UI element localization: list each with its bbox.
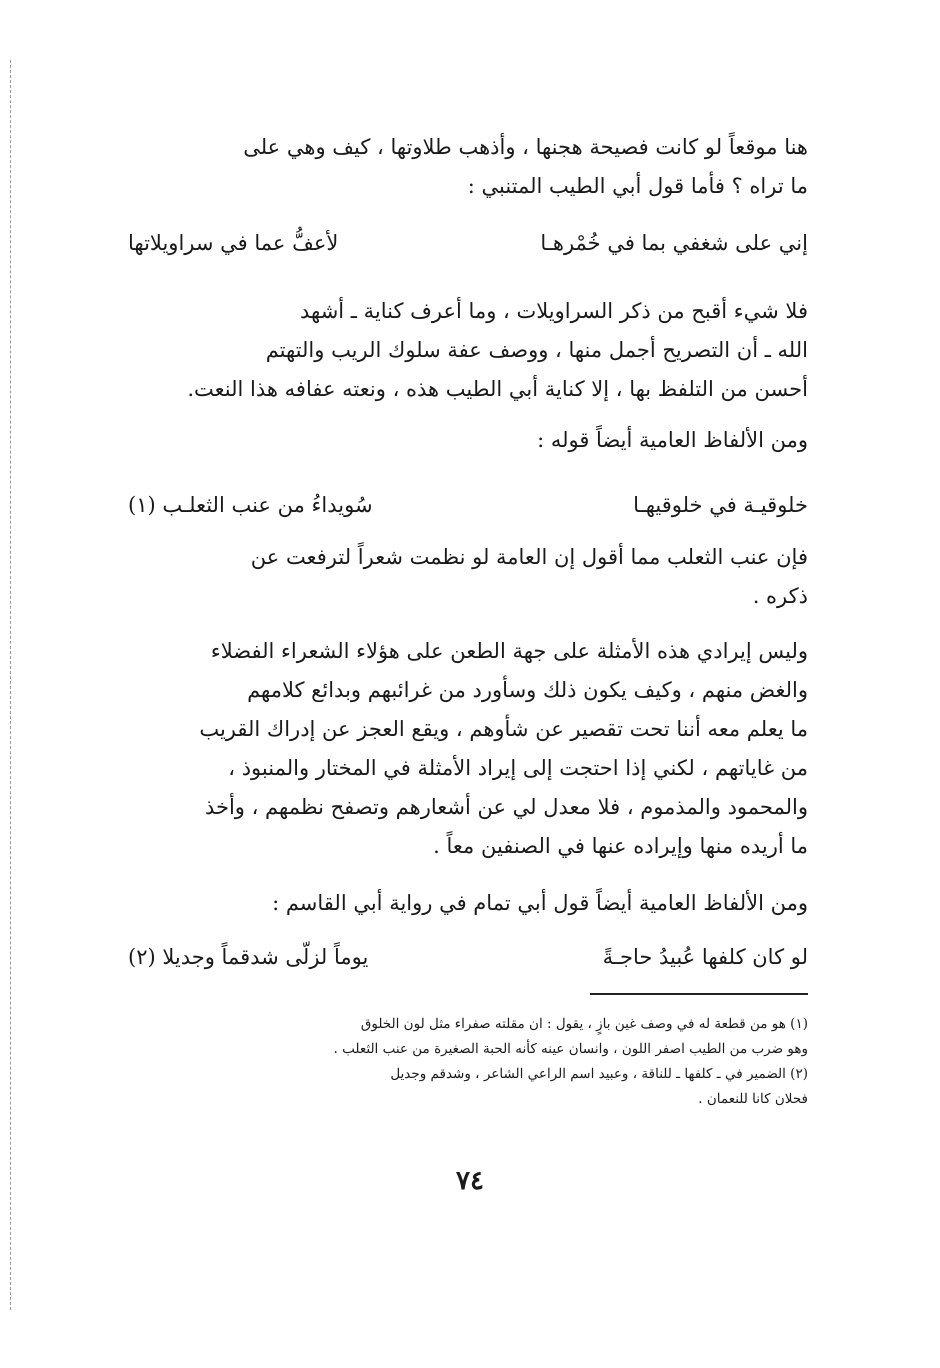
- verse-mutanabbi: [128, 224, 808, 263]
- text-line: وليس إيرادي هذه الأمثلة على جهة الطعن على هؤلاء الشعراء الفضلاء: [210, 639, 808, 663]
- text-line: ما تراه ؟ فأما قول أبي الطيب المتنبي :: [467, 174, 808, 198]
- text-line: والمحمود والمذموم ، فلا معدل لي عن أشعارهم وتصفح نظمهم ، وأخذ: [204, 795, 808, 819]
- paragraph-disclaimer: [128, 632, 808, 866]
- text-line: ومن الألفاظ العامية أيضاً قول أبي تمام في رواية أبي القاسم :: [272, 891, 808, 915]
- paragraph-abu-tammam-intro: [128, 884, 808, 923]
- text-line: ومن الألفاظ العامية أيضاً قوله :: [537, 428, 808, 452]
- paragraph-fox-grape: [128, 538, 808, 616]
- verse-second-hemistich: لأعفُّ عما في سراويلاتها: [128, 231, 339, 255]
- footnotes: [128, 1012, 808, 1112]
- footnote-separator: [590, 993, 808, 995]
- footnote-line: (١) هو من قطعة له في وصف غين بازٍ ، يقول : ان مقلته صفراء مثل لون الخلوق: [360, 1016, 808, 1032]
- text-line: فلا شيء أقبح من ذكر السراويلات ، وما أعرف كناية ـ أشهد: [300, 299, 808, 323]
- verse-second-hemistich: سُويداءُ من عنب الثعلـب (١): [128, 493, 373, 517]
- footnote-line: (٢) الضمير في ـ كلفها ـ للناقة ، وعبيد اسم الراعي الشاعر ، وشدقم وجديل: [390, 1066, 808, 1082]
- text-line: والغض منهم ، وكيف يكون ذلك وسأورد من غرائبهم وبدائع كلامهم: [247, 678, 808, 702]
- verse-first-hemistich: خلوقيـة في خلوقيهـا: [633, 493, 808, 517]
- verse-second-example: [128, 486, 808, 525]
- verse-first-hemistich: لو كان كلفها عُبيدُ حاجـةً: [602, 945, 808, 969]
- paragraph-opening: [128, 128, 808, 206]
- text-line: هنا موقعاً لو كانت فصيحة هجنها ، وأذهب طلاوتها ، كيف وهي على: [243, 135, 808, 159]
- text-line: أحسن من التلفظ بها ، إلا كناية أبي الطيب هذه ، ونعته عفافه هذا النعت.: [187, 377, 808, 401]
- text-line: فإن عنب الثعلب مما أقول إن العامة لو نظمت شعراً لترفعت عن: [250, 545, 808, 569]
- text-line: ما أريده منها وإيراده عنها في الصنفين معاً .: [433, 834, 808, 858]
- verse-second-hemistich: يوماً لزلّى شدقماً وجديلا (٢): [128, 945, 369, 969]
- text-line: ذكره .: [752, 584, 808, 608]
- text-line: ما يعلم معه أننا تحت تقصير عن شأوهم ، ويقع العجز عن إدراك القريب: [199, 717, 808, 741]
- footnote-line: فحلان كانا للنعمان .: [698, 1091, 808, 1107]
- verse-abu-tammam: [128, 938, 808, 977]
- page-number: ٧٤: [456, 1166, 484, 1196]
- binding-edge-line: [10, 60, 11, 1310]
- text-line: من غاياتهم ، لكني إذا احتجت إلى إيراد الأمثلة في المختار والمنبوذ ،: [228, 756, 808, 780]
- paragraph-commentary: [128, 292, 808, 460]
- footnote-line: وهو ضرب من الطيب اصفر اللون ، وانسان عينه كأنه الحبة الصغيرة من عنب الثعلب .: [333, 1041, 808, 1057]
- text-line: الله ـ أن التصريح أجمل منها ، ووصف عفة سلوك الريب والتهتم: [265, 338, 808, 362]
- verse-first-hemistich: إني على شغفي بما في خُمْرهـا: [540, 231, 808, 255]
